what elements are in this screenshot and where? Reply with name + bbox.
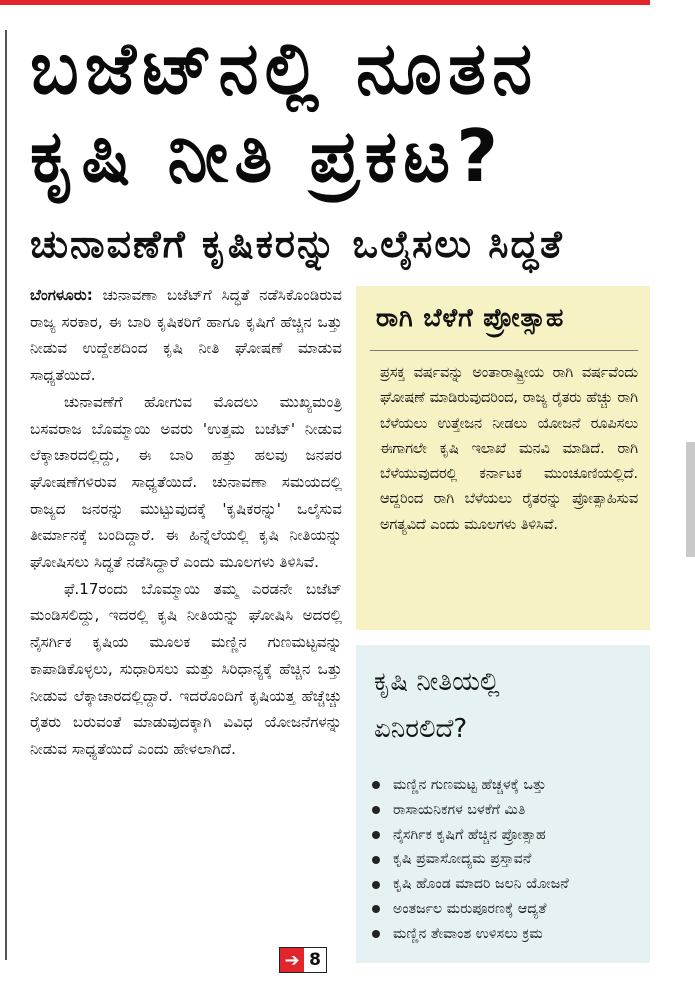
ragi-box-title: ರಾಗಿ ಬೆಳೆಗೆ ಪ್ರೋತ್ಸಾಹ — [376, 303, 565, 332]
article-paragraph: ಚುನಾವಣೆಗೆ ಹೋಗುವ ಮೊದಲು ಮುಖ್ಯಮಂತ್ರಿ ಬಸವರಾಜ ಬೊಮ್ಮಾಯಿ ಅವರು 'ಉತ್ತಮ ಬಜೆಟ್' ನೀಡುವ ಲೆಕ್ಕಾಚಾರದಲ್ಲಿದ್ದು, ಈ ಬಾರಿ ಹತ್ತು ಹಲವು ಜನಪರ ಘೋಷಣೆಗಳಿರುವ ಸಾಧ್ಯತೆಯಿದೆ. ಚುನಾವಣಾ ಸಮಯದಲ್ಲಿ ರಾಜ್ಯದ ಜನರನ್ನು ಮುಟ್ಟುವುದಕ್ಕೆ 'ಕೃಷಿಕರನ್ನು' ಒಲೈಸುವ ತೀರ್ಮಾನಕ್ಕೆ ಬಂದಿದ್ದಾರೆ. ಈ ಹಿನ್ನೆಲೆಯಲ್ಲಿ ಕೃಷಿ ನೀತಿಯನ್ನು ಘೋಷಿಸಲು ಸಿದ್ಧತೆ ನಡೆಸಿದ್ದಾರೆ ಎಂದು ಮೂಲಗಳು ತಿಳಿಸಿವೆ. — [30, 392, 342, 572]
policy-list-item: ನೈಸರ್ಗಿಕ ಕೃಷಿಗೆ ಹೆಚ್ಚಿನ ಪ್ರೋತ್ಸಾಹ — [372, 823, 650, 848]
ragi-sidebar-box — [356, 286, 650, 630]
continued-page-link[interactable] — [279, 947, 327, 973]
arrow-right-icon: ➔ — [280, 948, 304, 972]
policy-sidebar-box — [356, 645, 650, 963]
policy-list-item: ಕೃಷಿ ಪ್ರವಾಸೋದ್ಯಮ ಪ್ರಸ್ತಾವನೆ — [372, 847, 650, 872]
article-body — [30, 282, 342, 763]
article-paragraph: ಫೆ.17ರಂದು ಬೊಮ್ಮಾಯಿ ತಮ್ಮ ಎರಡನೇ ಬಜೆಟ್ ಮಂಡಿಸಲಿದ್ದು, ಇದರಲ್ಲಿ ಕೃಷಿ ನೀತಿಯನ್ನು ಘೋಷಿಸಿ ಅದರಲ್ಲಿ ನೈಸರ್ಗಿಕ ಕೃಷಿಯ ಮೂಲಕ ಮಣ್ಣಿನ ಗುಣಮಟ್ಟವನ್ನು ಕಾಪಾಡಿಕೊಳ್ಳಲು, ಸುಧಾರಿಸಲು ಮತ್ತು ಸಿರಿಧಾನ್ಯಕ್ಕೆ ಹೆಚ್ಚಿನ ಒತ್ತು ನೀಡುವ ಲೆಕ್ಕಾಚಾರದಲ್ಲಿದ್ದಾರೆ. ಇದರೊಂದಿಗೆ ಕೃಷಿಯತ್ತ ಹೆಚ್ಚೆಚ್ಚು ರೈತರು ಬರುವಂತೆ ಮಾಡುವುದಕ್ಕಾಗಿ ವಿವಿಧ ಯೋಜನೆಗಳನ್ನು ನೀಡುವ ಸಾಧ್ಯತೆಯಿದೆ ಎಂದು ಹೇಳಲಾಗಿದೆ. — [30, 579, 342, 758]
page-edge-tab — [686, 442, 695, 557]
bullet-icon — [372, 781, 380, 789]
policy-list-item: ಮಣ್ಣಿನ ಗುಣಮಟ್ಟ ಹೆಚ್ಚಳಕ್ಕೆ ಒತ್ತು — [372, 773, 650, 798]
policy-list-item: ಮಣ್ಣಿನ ತೇವಾಂಶ ಉಳಿಸಲು ಕ್ರಮ — [372, 922, 650, 947]
bullet-icon — [372, 831, 380, 839]
bullet-icon — [372, 881, 380, 889]
dateline: ಬೆಂಗಳೂರು: — [30, 286, 93, 304]
policy-list — [356, 753, 650, 947]
headline-line-2: ಕೃಷಿ ನೀತಿ ಪ್ರಕಟ? — [30, 114, 504, 198]
lead-text: ಚುನಾವಣಾ ಬಜೆಟ್‌ಗೆ ಸಿದ್ಧತೆ ನಡೆಸಿಕೊಂಡಿರುವ ರಾಜ್ಯ ಸರಕಾರ, ಈ ಬಾರಿ ಕೃಷಿಕರಿಗೆ ಹಾಗೂ ಕೃಷಿಗೆ ಹೆಚ್ಚಿನ ಒತ್ತು ನೀಡುವ ಉದ್ದೇಶದಿಂದ ಕೃಷಿ ನೀತಿ ಘೋಷಣೆ ಮಾಡುವ ಸಾಧ್ಯತೆಯಿದೆ. — [30, 286, 342, 385]
policy-list-item: ಕೃಷಿ ಹೊಂಡ ಮಾದರಿ ಜಲನಿ ಯೋಜನೆ — [372, 872, 650, 897]
continued-page-number: 8 — [309, 950, 321, 970]
bullet-icon — [372, 905, 380, 913]
ragi-box-text: ಪ್ರಸಕ್ತ ವರ್ಷವನ್ನು ಅಂತಾರಾಷ್ಟ್ರೀಯ ರಾಗಿ ವರ್ಷವೆಂದು ಘೋಷಣೆ ಮಾಡಿರುವುದರಿಂದ, ರಾಜ್ಯ ರೈತರು ಹೆಚ್ಚು ರಾಗಿ ಬೆಳೆಯಲು ಉತ್ತೇಜನ ನೀಡಲು ಯೋಜನೆ ರೂಪಿಸಲು ಈಗಾಗಲೇ ಕೃಷಿ ಇಲಾಖೆ ಮನವಿ ಮಾಡಿದೆ. ರಾಗಿ ಬೆಳೆಯುವುದರಲ್ಲಿ ಕರ್ನಾಟಕ ಮುಂಚೂಣಿಯಲ್ಲಿದೆ. ಆದ್ದರಿಂದ ರಾಗಿ ಬೆಳೆಯಲು ರೈತರನ್ನು ಪ್ರೋತ್ಸಾಹಿಸುವ ಅಗತ್ಯವಿದೆ ಎಂದು ಮೂಲಗಳು ತಿಳಿಸಿವೆ. — [380, 365, 638, 533]
policy-box-title: ಕೃಷಿ ನೀತಿಯಲ್ಲಿ ಏನಿರಲಿದೆ? — [374, 667, 500, 744]
bullet-icon — [372, 806, 380, 814]
headline-line-1: ಬಜೆಟ್‌ನಲ್ಲಿ ನೂತನ — [30, 26, 539, 110]
policy-list-item: ಅಂತರ್ಜಲ ಮರುಪೂರಣಕ್ಕೆ ಆದ್ಯತೆ — [372, 897, 650, 922]
left-column-rule — [5, 30, 7, 960]
bullet-icon — [372, 930, 380, 938]
subheadline: ಚುನಾವಣೆಗೆ ಕೃಷಿಕರನ್ನು ಒಲೈಸಲು ಸಿದ್ಧತೆ — [30, 222, 564, 266]
headline — [30, 24, 670, 200]
article-paragraph — [30, 282, 342, 389]
policy-list-item: ರಾಸಾಯನಿಕಗಳ ಬಳಕೆಗೆ ಮಿತಿ — [372, 798, 650, 823]
top-red-bar — [0, 0, 650, 5]
bullet-icon — [372, 856, 380, 864]
